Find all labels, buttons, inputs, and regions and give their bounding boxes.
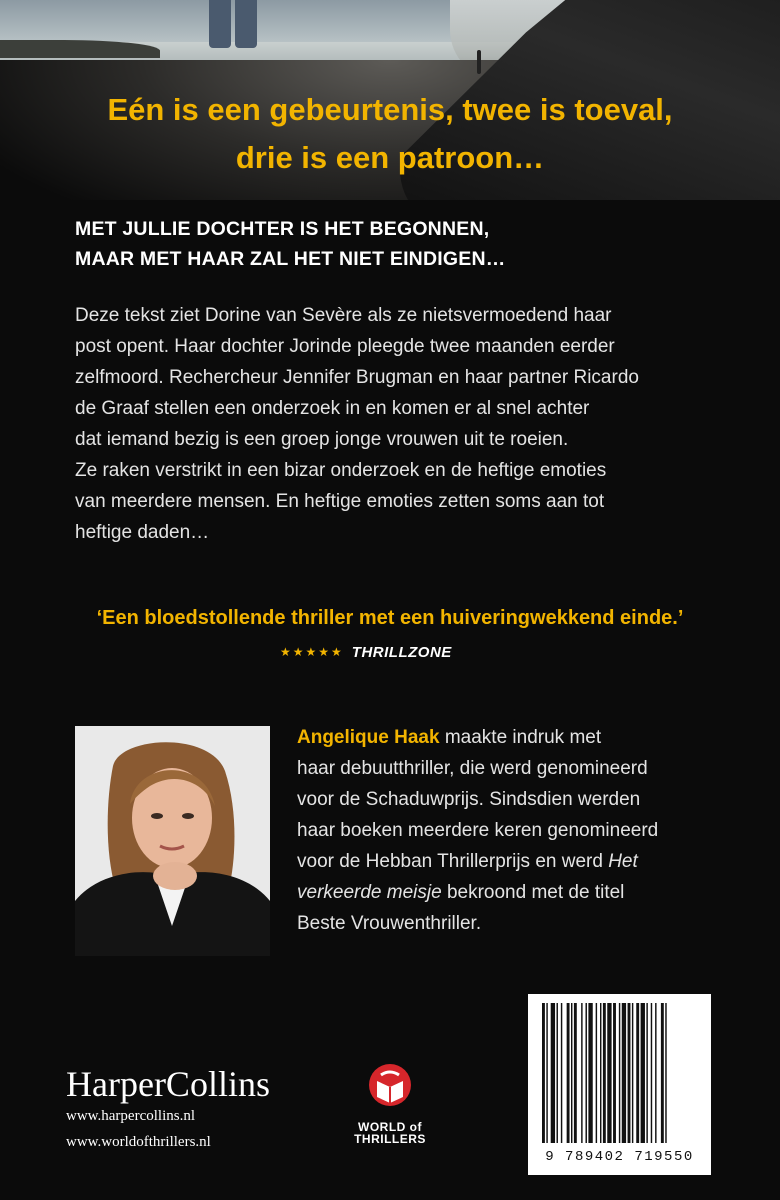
bio-line: voor de Schaduwprijs. Sindsdien werden: [297, 789, 641, 810]
publisher-logo: HarperCollins: [66, 1064, 270, 1104]
tagline: [0, 86, 780, 182]
blurb-line: van meerdere mensen. En heftige emoties zetten soms aan tot: [75, 491, 605, 512]
distant-coastline: [0, 40, 160, 58]
blurb-line: zelfmoord. Rechercheur Jennifer Brugman en haar partner Ricardo: [75, 367, 639, 388]
blurb-line: heftige daden…: [75, 522, 210, 543]
bio-line: verkeerde meisje bekroond met de titel: [297, 882, 625, 903]
book-title: verkeerde meisje: [297, 882, 442, 903]
blurb-line: de Graaf stellen een onderzoek in en komen er al snel achter: [75, 398, 590, 419]
review-attribution: [280, 642, 452, 663]
headline-line-2: MAAR MET HAAR ZAL HET NIET EINDIGEN…: [75, 248, 506, 270]
author-photo: [75, 726, 270, 956]
blurb-line: Deze tekst ziet Dorine van Sevère als ze nietsvermoedend haar: [75, 305, 612, 326]
isbn-number: 9 789402 719550: [545, 1149, 694, 1165]
book-title: Het: [608, 851, 638, 872]
door-lock-pin: [477, 50, 481, 74]
book-blurb: [75, 300, 715, 548]
bio-line: Angelique Haak maakte indruk met: [297, 727, 602, 748]
world-of-thrillers-logo: [350, 1063, 430, 1173]
book-heart-icon: [367, 1063, 413, 1121]
publisher-url: www.harpercollins.nl: [66, 1108, 195, 1124]
author-bio: [297, 722, 717, 939]
bio-line: Beste Vrouwenthriller.: [297, 913, 482, 934]
review-source: THRILLZONE: [351, 644, 452, 661]
bio-line: haar boeken meerdere keren genomineerd: [297, 820, 659, 841]
headline: [75, 214, 505, 274]
author-name: Angelique Haak: [297, 727, 440, 748]
bio-line: haar debuutthriller, die werd genomineerd: [297, 758, 648, 779]
imprint-line-1: WORLD of: [358, 1120, 422, 1134]
barcode: [528, 994, 711, 1175]
imprint-line-2: THRILLERS: [354, 1132, 426, 1146]
review-quote: ‘Een bloedstollende thriller met een huiveringwekkend einde.’: [96, 607, 684, 629]
imprint-url: www.worldofthrillers.nl: [66, 1134, 211, 1150]
standing-figure-legs: [207, 0, 263, 48]
blurb-line: Ze raken verstrikt in een bizar onderzoek en de heftige emoties: [75, 460, 607, 481]
blurb-line: dat iemand bezig is een groep jonge vrouwen uit te roeien.: [75, 429, 569, 450]
headline-line-1: MET JULLIE DOCHTER IS HET BEGONNEN,: [75, 218, 490, 240]
bio-line: voor de Hebban Thrillerprijs en werd Het: [297, 851, 638, 872]
barcode-bars: [540, 1003, 699, 1143]
tagline-line-2: drie is een patroon…: [235, 140, 545, 175]
tagline-line-1: Eén is een gebeurtenis, twee is toeval,: [107, 92, 673, 127]
star-rating-icon: ★★★★★: [280, 645, 344, 659]
blurb-line: post opent. Haar dochter Jorinde pleegde twee maanden eerder: [75, 336, 615, 357]
